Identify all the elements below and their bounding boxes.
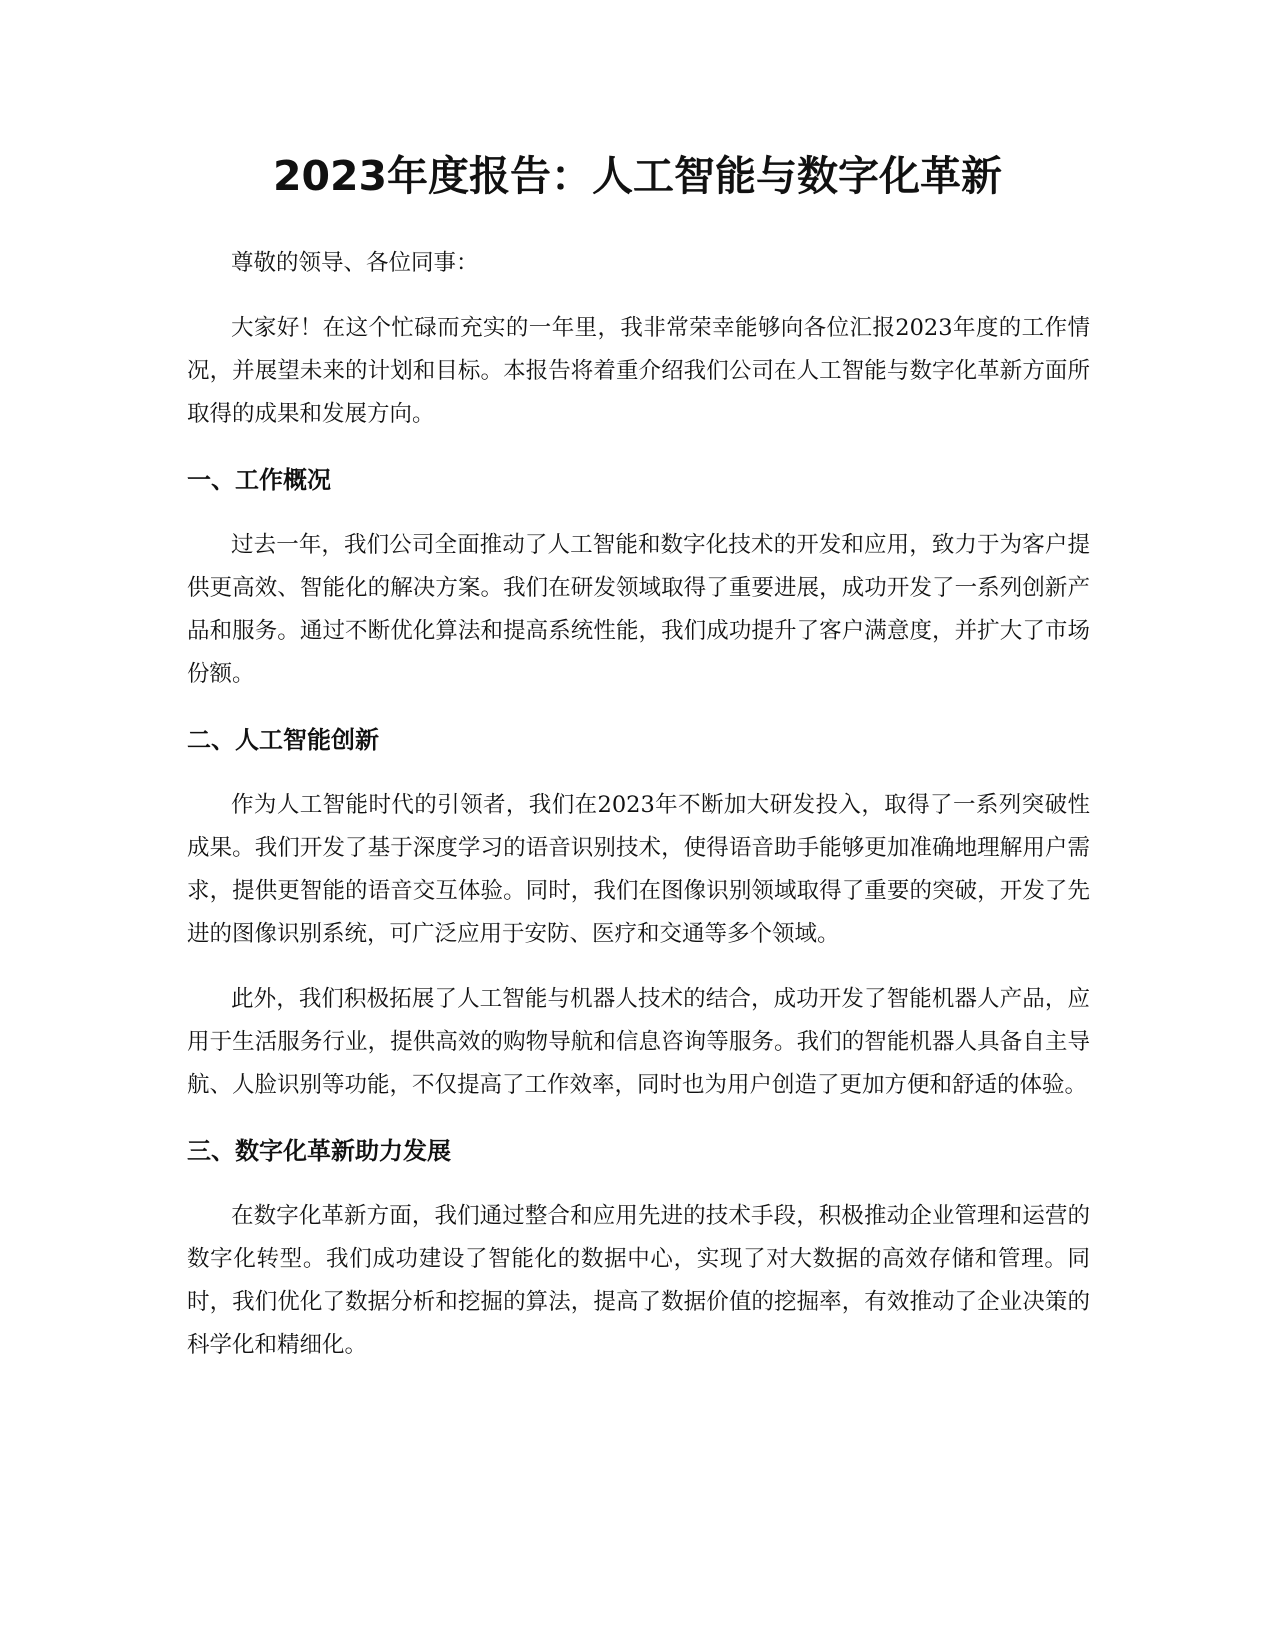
intro-paragraph: 大家好！在这个忙碌而充实的一年里，我非常荣幸能够向各位汇报2023年度的工作情况，并展望未来的计划和目标。本报告将着重介绍我们公司在人工智能与数字化革新方面所取得的成果和发展方向。 (187, 315, 1090, 427)
section-paragraph: 过去一年，我们公司全面推动了人工智能和数字化技术的开发和应用，致力于为客户提供更高效、智能化的解决方案。我们在研发领域取得了重要进展，成功开发了一系列创新产品和服务。通过不断优化算法和提高系统性能，我们成功提升了客户满意度，并扩大了市场份额。 (187, 532, 1090, 687)
section-heading-overview: 一、工作概况 (187, 466, 331, 494)
section-paragraph: 作为人工智能时代的引领者，我们在2023年不断加大研发投入，取得了一系列突破性成果。我们开发了基于深度学习的语音识别技术，使得语音助手能够更加准确地理解用户需求，提供更智能的语音交互体验。同时，我们在图像识别领域取得了重要的突破，开发了先进的图像识别系统，可广泛应用于安防、医疗和交通等多个领域。 (187, 792, 1090, 947)
section-paragraph: 在数字化革新方面，我们通过整合和应用先进的技术手段，积极推动企业管理和运营的数字化转型。我们成功建设了智能化的数据中心，实现了对大数据的高效存储和管理。同时，我们优化了数据分析和挖掘的算法，提高了数据价值的挖掘率，有效推动了企业决策的科学化和精细化。 (187, 1203, 1090, 1358)
greeting-line: 尊敬的领导、各位同事： (231, 250, 479, 276)
document-body (187, 242, 1090, 1367)
section-paragraph: 此外，我们积极拓展了人工智能与机器人技术的结合，成功开发了智能机器人产品，应用于生活服务行业，提供高效的购物导航和信息咨询等服务。我们的智能机器人具备自主导航、人脸识别等功能，不仅提高了工作效率，同时也为用户创造了更加方便和舒适的体验。 (187, 986, 1090, 1098)
document-title: 2023年度报告：人工智能与数字化革新 (272, 152, 1003, 200)
section-heading-ai-innovation: 二、人工智能创新 (187, 726, 379, 754)
section-heading-digital-transformation: 三、数字化革新助力发展 (187, 1137, 451, 1165)
